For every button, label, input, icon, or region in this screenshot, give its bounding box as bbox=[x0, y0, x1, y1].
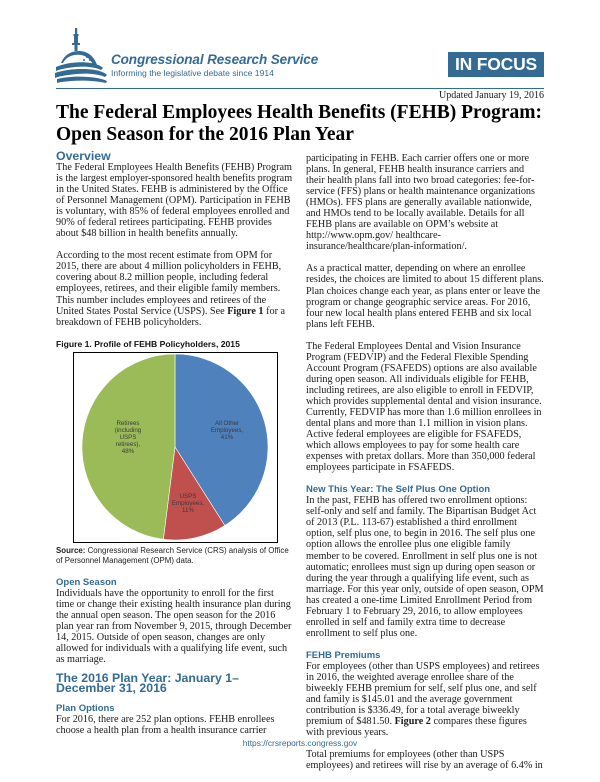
figure-2-reference: Figure 2 bbox=[394, 716, 431, 728]
label-line: USPS bbox=[179, 492, 197, 500]
label-line: USPS bbox=[119, 433, 137, 441]
text-run: for a breakdown of FEHB policyholders. bbox=[56, 305, 286, 328]
self-plus-one-heading: New This Year: The Self Plus One Option bbox=[306, 484, 491, 496]
crs-capitol-dome-logo-icon bbox=[55, 25, 111, 83]
title-line-2: Open Season for the 2016 Plan Year bbox=[56, 124, 354, 145]
org-tagline: Informing the legislative debate since 1914 bbox=[111, 68, 274, 78]
source-label: Source: bbox=[56, 545, 86, 555]
header-divider bbox=[56, 88, 544, 89]
plan-year-heading bbox=[56, 670, 294, 696]
open-season-heading: Open Season bbox=[56, 576, 117, 588]
text-run: compares these figures with previous years. bbox=[306, 716, 527, 739]
label-line: Retirees bbox=[116, 419, 140, 427]
label-line: (including bbox=[114, 426, 142, 434]
label-line: 41% bbox=[220, 433, 234, 441]
footer-url-link[interactable]: https://crsreports.congress.gov bbox=[242, 738, 358, 748]
title-line-1: The Federal Employees Health Benefits (FEHB) Program: bbox=[56, 102, 542, 123]
premiums-paragraph-2: Total premiums for employees (other than USPS employees) and retirees will rise by an average of 6.4% in bbox=[306, 749, 543, 772]
label-line: retirees), bbox=[115, 440, 141, 448]
right-column bbox=[306, 153, 544, 782]
updated-date: Updated January 19, 2016 bbox=[439, 90, 544, 101]
figure-1-title: Figure 1. Profile of FEHB Policyholders, 2015 bbox=[56, 338, 240, 349]
label-line: 48% bbox=[121, 447, 135, 455]
premiums-paragraph-1 bbox=[306, 661, 544, 738]
overview-heading: Overview bbox=[56, 149, 111, 163]
plan-choices-paragraph: As a practical matter, depending on where an enrollee resides, the choices are limited to about 15 different plans. Plan choices change each year, as plans enter or leave the program or change geographic service areas. For 2016, four new local health plans entered FEHB and six local plans left FEHB. bbox=[306, 263, 544, 330]
open-season-paragraph: Individuals have the opportunity to enroll for the first time or change their existing health insurance plan during the annual open season. The open season for the 2016 plan year ran from November 9, 2015, through December 14, 2015. Outside of open season, changes are only allowed for individuals with a qualifying life event, such as marriage. bbox=[56, 587, 292, 665]
plan-options-heading: Plan Options bbox=[56, 702, 115, 714]
source-text: Congressional Research Service (CRS) analysis of Office of Personnel Management (OPM) data. bbox=[56, 545, 289, 566]
label-line: Employees, bbox=[210, 426, 244, 434]
pie-label-usps-employees bbox=[160, 493, 216, 514]
overview-paragraph-1: The Federal Employees Health Benefits (FEHB) Program is the largest employer-sponsored health benefits program in the United States. FEHB is administered by the Office of Personnel Management (OPM). Participation in FEHB is voluntary, with 85% of federal employees enrolled and 90% of federal retirees participating. FEHB provides about $48 billion in health benefits annually. bbox=[56, 162, 293, 240]
fedvip-fsafeds-paragraph: The Federal Employees Dental and Vision Insurance Program (FEDVIP) and the Federal Flexible Spending Account Program (FSAFEDS) options are also available during open season. All individuals eligible for FEHB, including retirees, are also eligible to enroll in FEDVIP, which provides supplemental dental and vision insurance. Currently, FEDVIP has more than 1.6 million enrollees in dental plans and more than 1.1 million in vision plans. Active federal employees are eligible for FSAFEDS, which allows employees to pay for some health care expenses with pretax dollars. More than 350,000 federal employees participate in FSAFEDS. bbox=[306, 340, 542, 474]
carriers-paragraph: participating in FEHB. Each carrier offers one or more plans. In general, FEHB health insurance carriers and their health plans fall into two broad categories: fee-for-service (FFS) plans or health maintenance organizations (HMOs). FFS plans are generally available nationwide, and HMOs tend to be locally available. Details for all FEHB plans are available on OPM’s website at http://www.opm.gov/ healthcare-insurance/healthcare/plan-information/. bbox=[306, 153, 535, 253]
figure-1-pie-chart bbox=[73, 352, 278, 543]
heading-line: December 31, 2016 bbox=[56, 681, 167, 696]
overview-paragraph-2 bbox=[56, 250, 294, 327]
org-name: Congressional Research Service bbox=[111, 52, 319, 67]
in-focus-badge: IN FOCUS bbox=[448, 52, 544, 77]
premiums-heading: FEHB Premiums bbox=[306, 649, 381, 661]
text-run: For employees (other than USPS employees) and retirees in 2016, the weighted average enrollee share of the biweekly FEHB premium for self, self plus one, and self and family is $145.01 and the average government contribution is $336.49, for a total average biweekly premium of $481.50. bbox=[306, 660, 540, 728]
figure-1-reference: Figure 1 bbox=[227, 305, 264, 317]
label-line: All Other bbox=[214, 419, 240, 427]
label-line: Employees, bbox=[171, 499, 205, 507]
left-column bbox=[56, 150, 294, 747]
text-run: According to the most recent estimate from OPM for 2015, there are about 4 million policyholders in FEHB, covering about 8.2 million people, including federal employees, retirees, and their eligible family members. This number includes employees and retirees of the United States Postal Service (USPS). See bbox=[56, 250, 282, 317]
pie-label-retirees bbox=[102, 420, 154, 455]
label-line: 11% bbox=[182, 506, 194, 514]
plan-options-paragraph: For 2016, there are 252 plan options. FEHB enrollees choose a health plan from a health insurance carrier bbox=[56, 713, 275, 737]
heading-line: The 2016 Plan Year: January 1– bbox=[56, 670, 239, 685]
document-title bbox=[56, 102, 556, 146]
pie-label-all-other-employees bbox=[192, 420, 262, 441]
self-plus-one-paragraph: In the past, FEHB has offered two enrollment options: self-only and self and family. The Bipartisan Budget Act of 2013 (P.L. 113-67) established a third enrollment option, self plus one, to begin in 2016. The self plus one option allows the enrollee plus one eligible family member to be covered. Enrollment in self plus one is not automatic; enrollees must sign up during open season or during the year through a qualifying life event, such as marriage. For this year only, outside of open season, OPM has created a one-time Limited Enrollment Period from February 1 to February 29, 2016, to allow employees enrolled in self and family extra time to decrease enrollment to self plus one. bbox=[306, 495, 544, 639]
figure-1-source bbox=[56, 546, 294, 567]
